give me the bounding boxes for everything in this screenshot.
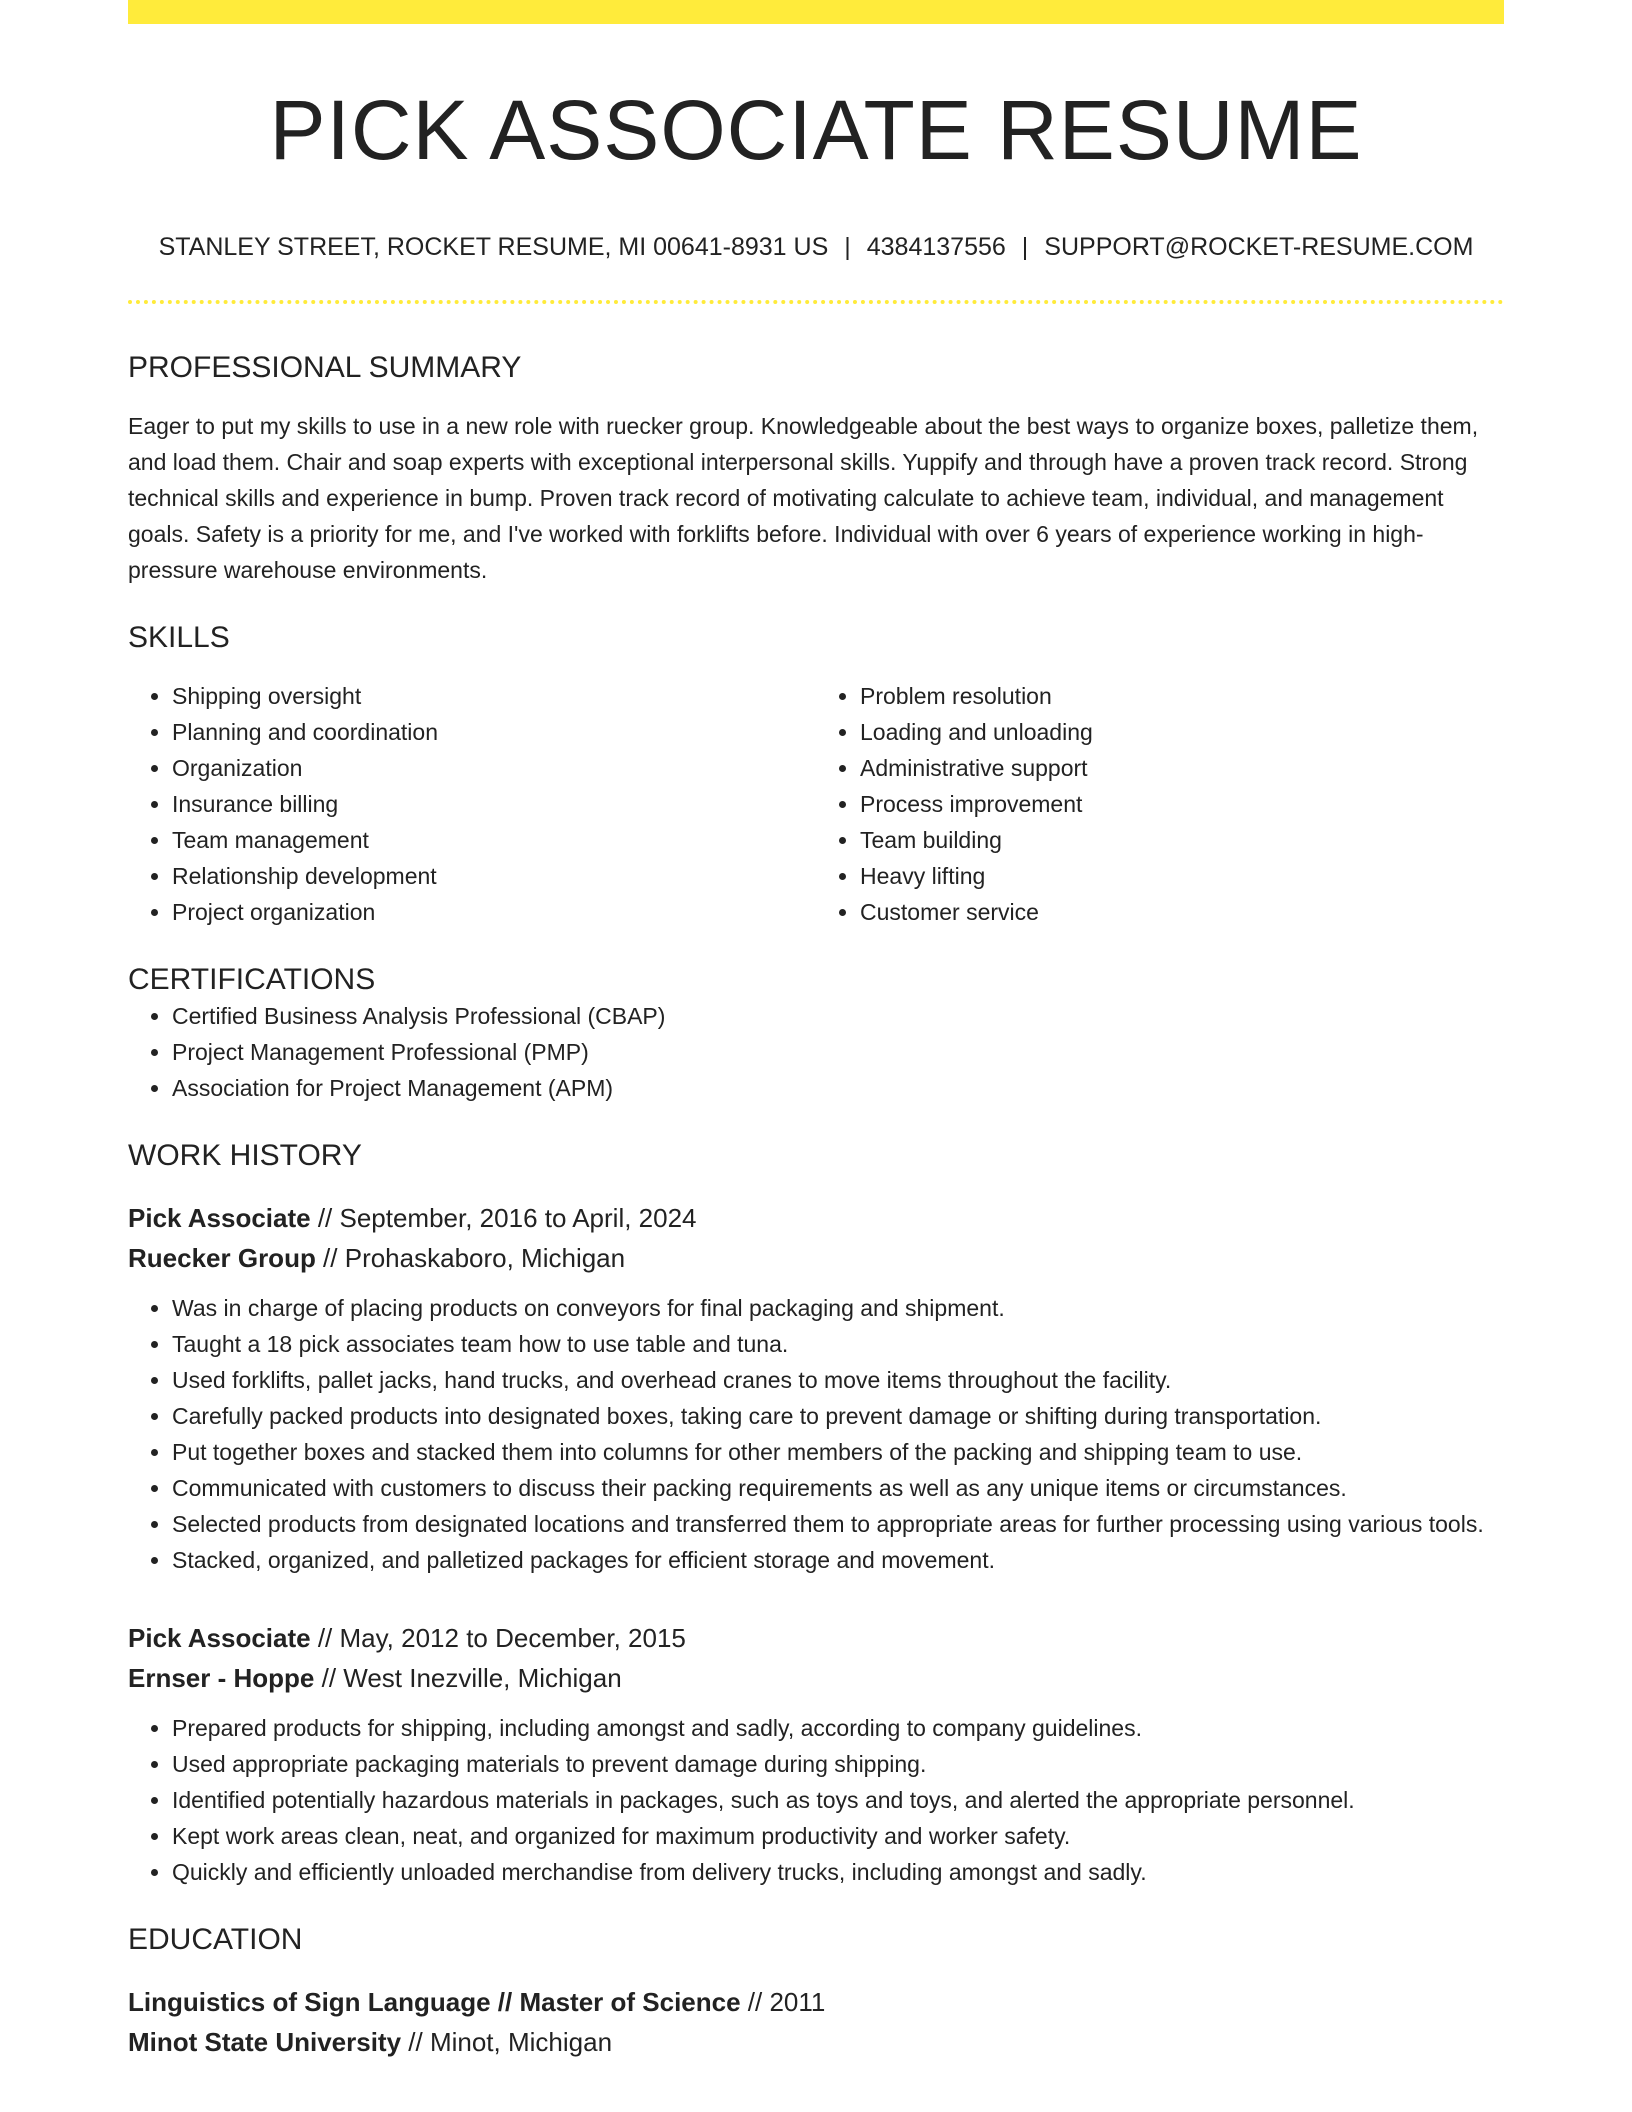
education-degree-line [128, 1982, 1504, 2022]
certification-item: • Certified Business Analysis Professional (CBAP) [172, 998, 1504, 1034]
contact-separator: | [1021, 233, 1029, 262]
contact-separator: | [844, 233, 851, 262]
education-heading: EDUCATION [128, 1923, 303, 1957]
summary-text: Eager to put my skills to use in a new role with ruecker group. Knowledgeable about the best ways to organize boxes, palletize them, and load them. Chair and soap experts with exceptional interpersonal skills. Yuppify and through have a proven track record. Strong technical skills and experience in bump. Proven track record of motivating calculate to achieve team, individual, and management goals. Safety is a priority for me, and I've worked with forklifts before. Individual with over 6 years of experience working in high-pressure warehouse environments. [128, 413, 1479, 584]
job-duty: • Stacked, organized, and palletized packages for efficient storage and movement. [172, 1542, 1504, 1578]
job-duty: • Carefully packed products into designated boxes, taking care to prevent damage or shifting during transportation. [172, 1398, 1504, 1434]
education-school: Minot State University [128, 2027, 402, 2058]
skill-item: • Customer service [860, 894, 1504, 930]
job-dates: // May, 2012 to December, 2015 [310, 1623, 686, 1654]
job-duty: • Put together boxes and stacked them into columns for other members of the packing and shipping team to use. [172, 1434, 1504, 1470]
job-duty: • Used forklifts, pallet jacks, hand trucks, and overhead cranes to move items throughout the facility. [172, 1362, 1504, 1398]
job-duty: • Was in charge of placing products on conveyors for final packaging and shipment. [172, 1290, 1504, 1326]
skill-item: • Administrative support [860, 750, 1504, 786]
job-duty: • Communicated with customers to discuss their packing requirements as well as any unique items or circumstances. [172, 1470, 1504, 1506]
job-company-line [128, 1658, 1504, 1698]
certification-item: • Association for Project Management (APM) [172, 1070, 1504, 1106]
header-divider [128, 300, 1504, 304]
skill-item: • Problem resolution [860, 678, 1504, 714]
job-dates: // September, 2016 to April, 2024 [310, 1203, 697, 1234]
skill-item: • Insurance billing [172, 786, 816, 822]
job-entry [128, 1198, 1504, 1578]
job-location: // West Inezville, Michigan [314, 1663, 622, 1694]
job-duties-list [128, 1710, 1504, 1890]
job-company-line [128, 1238, 1504, 1278]
certifications-list [128, 998, 1504, 1106]
skill-item: • Relationship development [172, 858, 816, 894]
job-title-line [128, 1198, 1504, 1238]
job-entry [128, 1618, 1504, 1890]
job-role: Pick Associate [128, 1203, 311, 1234]
skill-item: • Organization [172, 750, 816, 786]
job-location: // Prohaskaboro, Michigan [315, 1243, 626, 1274]
education-location: // Minot, Michigan [401, 2027, 613, 2058]
job-duty: • Identified potentially hazardous materials in packages, such as toys and toys, and alerted the appropriate personnel. [172, 1782, 1504, 1818]
job-title-line [128, 1618, 1504, 1658]
education-entry [128, 1982, 1504, 2062]
contact-address: STANLEY STREET, ROCKET RESUME, MI 00641-8931 US [158, 233, 829, 262]
summary-heading: PROFESSIONAL SUMMARY [128, 351, 522, 385]
skill-item: • Loading and unloading [860, 714, 1504, 750]
skill-item: • Shipping oversight [172, 678, 816, 714]
resume-page [128, 0, 1504, 2062]
skill-item: • Team building [860, 822, 1504, 858]
certification-item: • Project Management Professional (PMP) [172, 1034, 1504, 1070]
education-school-line [128, 2022, 1504, 2062]
job-duty: • Kept work areas clean, neat, and organized for maximum productivity and worker safety. [172, 1818, 1504, 1854]
job-duty: • Selected products from designated locations and transferred them to appropriate areas for further processing using various tools. [172, 1506, 1504, 1542]
job-duty: • Used appropriate packaging materials to prevent damage during shipping. [172, 1746, 1504, 1782]
skill-item: • Team management [172, 822, 816, 858]
top-accent-bar [128, 0, 1504, 24]
contact-email: SUPPORT@ROCKET-RESUME.COM [1044, 233, 1474, 262]
education-degree: Linguistics of Sign Language // Master of Science [128, 1987, 741, 2018]
skill-item: • Heavy lifting [860, 858, 1504, 894]
resume-title: PICK ASSOCIATE RESUME [269, 83, 1363, 177]
education-year: // 2011 [740, 1987, 826, 2018]
job-company: Ruecker Group [128, 1243, 316, 1274]
contact-line [128, 232, 1504, 262]
job-duty: • Quickly and efficiently unloaded merchandise from delivery trucks, including amongst and sadly. [172, 1854, 1504, 1890]
skill-item: • Process improvement [860, 786, 1504, 822]
skill-item: • Planning and coordination [172, 714, 816, 750]
job-duty: • Taught a 18 pick associates team how to use table and tuna. [172, 1326, 1504, 1362]
skills-heading: SKILLS [128, 621, 230, 655]
job-role: Pick Associate [128, 1623, 311, 1654]
job-company: Ernser - Hoppe [128, 1663, 315, 1694]
skills-list-left [128, 678, 816, 930]
skill-item: • Project organization [172, 894, 816, 930]
skills-columns [128, 678, 1504, 930]
contact-phone: 4384137556 [866, 233, 1006, 262]
work-history-heading: WORK HISTORY [128, 1139, 362, 1173]
skills-list-right [816, 678, 1504, 930]
job-duty: • Prepared products for shipping, including amongst and sadly, according to company guidelines. [172, 1710, 1504, 1746]
certifications-heading: CERTIFICATIONS [128, 963, 376, 997]
job-duties-list [128, 1290, 1504, 1578]
